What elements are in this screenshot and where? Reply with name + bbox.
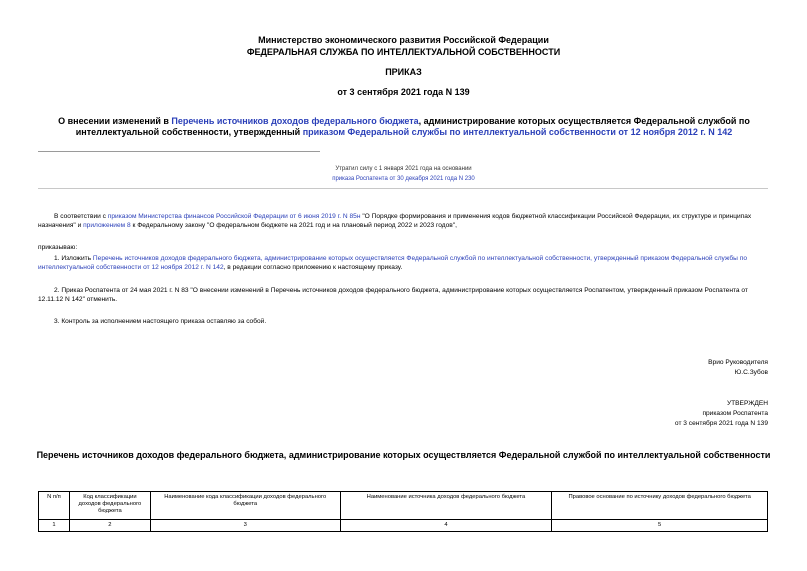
table-header-row [39, 492, 768, 520]
column-number-1: 1 [39, 520, 70, 532]
title-prefix: О внесении изменений в [58, 116, 172, 126]
approved-date: от 3 сентября 2021 года N 139 [674, 420, 768, 427]
preamble-paragraph [38, 212, 770, 230]
order-title [48, 116, 760, 138]
title-middle: , администрирование которых осуществляется Федеральной службой по интеллектуальной собственности, утвержденный [75, 116, 750, 137]
header-cell-number: N п/п [39, 492, 70, 520]
approved-by: приказом Роспатента [702, 410, 768, 417]
header-cell-code-name: Наименование кода классификации доходов федерального бюджета [150, 492, 340, 520]
signature-position: Врио Руководителя [708, 359, 768, 366]
divider-status [38, 188, 768, 189]
preamble-link-minfin[interactable]: приказом Министерства финансов Российской Федерации от 6 июня 2019 г. N 85н [107, 213, 361, 220]
title-link-list[interactable]: Перечень источников доходов федерального бюджета [171, 116, 419, 126]
header-cell-legal-basis: Правовое основание по источнику доходов федерального бюджета [552, 492, 768, 520]
column-number-3: 3 [150, 520, 340, 532]
order-date-number: от 3 сентября 2021 года N 139 [337, 87, 470, 97]
header-cell-source-name: Наименование источника доходов федерального бюджета [340, 492, 552, 520]
preamble-link-appendix[interactable]: приложением 8 [83, 222, 131, 229]
list-title: Перечень источников доходов федерального бюджета, администрирование которых осуществляется Федеральной службой по интеллектуальной собственности [36, 450, 771, 460]
item-1-end: , в редакции согласно приложению к настоящему приказу. [223, 264, 403, 271]
table-column-numbers-row [39, 520, 768, 532]
column-number-4: 4 [340, 520, 552, 532]
revenue-sources-table [38, 491, 768, 532]
preamble-middle: "О Порядке формирования и применения кодов бюджетной классификации Российской Федерации, их структуре и принципах назначения" и [38, 213, 752, 229]
divider-top [38, 151, 320, 152]
item-3: 3. Контроль за исполнением настоящего приказа оставляю за собой. [54, 318, 267, 325]
signature-name: Ю.С.Зубов [734, 369, 768, 376]
column-number-5: 5 [552, 520, 768, 532]
column-number-2: 2 [69, 520, 150, 532]
item-2: 2. Приказ Роспатента от 24 мая 2021 г. N 83 "О внесении изменений в Перечень источников доходов федерального бюджета, администрирование которых осуществляется Роспатентом, утвержденный приказом Роспатента от 12.11.12 N 142" отменить. [38, 287, 748, 303]
item-1 [38, 254, 770, 272]
preamble-end: к Федеральному закону "О федеральном бюджете на 2021 год и на плановый период 2022 и 2023 годов", [130, 222, 457, 229]
title-link-order[interactable]: приказом Федеральной службы по интеллектуальной собственности от 12 ноября 2012 г. N 142 [302, 127, 733, 137]
item-1-start: 1. Изложить [54, 255, 93, 262]
status-line-2-link[interactable]: приказа Роспатента от 30 декабря 2021 года N 230 [332, 176, 475, 182]
preamble-start: В соответствии с [54, 213, 108, 220]
status-line-1: Утратил силу с 1 января 2021 года на основании [335, 166, 472, 172]
approved-label: УТВЕРЖДЕН [726, 400, 768, 407]
order-word: приказываю: [38, 244, 78, 251]
doc-type: ПРИКАЗ [385, 67, 422, 77]
header-cell-code: Код классификации доходов федерального бюджета [69, 492, 150, 520]
service-name: ФЕДЕРАЛЬНАЯ СЛУЖБА ПО ИНТЕЛЛЕКТУАЛЬНОЙ СОБСТВЕННОСТИ [246, 47, 561, 57]
ministry-name: Министерство экономического развития Российской Федерации [258, 35, 549, 45]
item-1-link[interactable]: Перечень источников доходов федерального бюджета, администрирование которых осуществляется Федеральной службой по интеллектуальной собственности, утвержденный приказом Федеральной службы по интеллектуальной собственности от 12 ноября 2012 г. N 142 [38, 255, 747, 271]
